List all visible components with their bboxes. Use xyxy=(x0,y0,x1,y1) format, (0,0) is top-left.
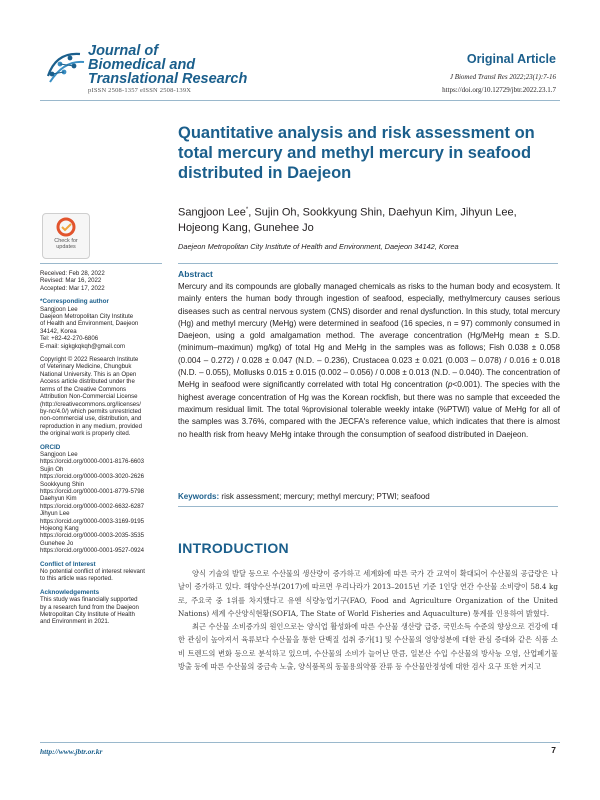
introduction-text xyxy=(178,567,558,673)
orcid-line[interactable]: https://orcid.org/0000-0001-8176-6603 xyxy=(40,458,145,466)
keywords-label: Keywords: xyxy=(178,492,220,501)
abstract-heading: Abstract xyxy=(178,269,213,279)
date-line: Revised: Mar 16, 2022 xyxy=(40,277,102,285)
copyright-line: Attribution Non-Commercial License xyxy=(40,393,138,401)
date-line: Received: Feb 28, 2022 xyxy=(40,270,105,277)
footer-url-link[interactable]: http://www.jbtr.or.kr xyxy=(40,747,103,756)
corresponding-line: Sangjoon Lee xyxy=(40,305,78,313)
sidebar-divider xyxy=(40,263,162,264)
journal-name-line: Biomedical and xyxy=(88,57,196,73)
copyright-line: Access article distributed under the xyxy=(40,378,135,386)
copyright-line: (http://creativecommons.org/licenses/ xyxy=(40,400,141,408)
corresponding-line: 34142, Korea xyxy=(40,327,77,335)
article-type: Original Article xyxy=(466,52,556,66)
keywords-divider xyxy=(178,506,558,507)
page-number: 7 xyxy=(551,745,556,755)
corresponding-heading: *Corresponding author xyxy=(40,298,109,306)
check-updates-label xyxy=(42,238,90,250)
check-updates-line: updates xyxy=(56,244,76,250)
corresponding-line: of Health and Environment, Daejeon xyxy=(40,320,139,328)
corresponding-mark: * xyxy=(245,207,249,213)
orcid-line[interactable]: https://orcid.org/0000-0002-6632-6287 xyxy=(40,502,145,510)
orcid-line[interactable]: https://orcid.org/0000-0003-3020-2626 xyxy=(40,473,145,481)
abstract-text-part: Mercury and its compounds are globally managed chemicals as risks to the human body and ecosystem. It mainly enters the human body through ingestion of seafood, especially, methylmercury causes serious diseases such as central nervous system (CNS) disorder and renal dysfunction. In this study, total mercury (Hg) and methyl mercury (MeHg) were determined in seafood (16 species, n = 97) commonly consumed in Daejeon, using a gold amalgamation method. The average concentration (Hg/MeHg mean ± S.D. (minimum–maximun) mg/kg) of total Hg and MeHg in the samples was as follows; Fish 0.038 ± 0.058 (0.004 – 0.272) / 0.028 ± 0.047 (N.D. – 0.236), Crustacea 0.023 ± 0.021 (0.003 – 0.078) / 0.016 ± 0.018 (N.D. – 0.055), Mollusks 0.015 ± 0.015 (0.002 – 0.056) / 0.008 ± 0.013 (N.D. – 0.040). The concentration of MeHg in seafood were significantly correlated with total Hg concentration ( xyxy=(178,282,560,390)
keywords-list: risk assessment; mercury; methyl mercury; PTWI; seafood xyxy=(221,492,430,501)
conflict-line: No potential conflict of interest relevant xyxy=(40,568,146,576)
conflict-heading: Conflict of Interest xyxy=(40,560,96,568)
check-updates-line: Check for xyxy=(54,238,78,244)
orcid-line[interactable]: https://orcid.org/0000-0001-9527-0924 xyxy=(40,547,145,555)
footer-divider xyxy=(40,742,560,743)
article-title: Quantitative analysis and risk assessment on total mercury and methyl mercury in seafood distributed in Daejeon xyxy=(178,124,535,182)
orcid-line: Sangjoon Lee xyxy=(40,450,78,458)
copyright-block xyxy=(40,356,168,437)
orcid-line: Sujin Oh xyxy=(40,465,64,473)
orcid-line[interactable]: https://orcid.org/0000-0003-2035-3535 xyxy=(40,532,145,540)
sidebar xyxy=(40,270,168,632)
citation: J Biomed Transl Res 2022;23(1):7-16 xyxy=(449,73,556,81)
doi-link[interactable]: https://doi.org/10.12729/jbtr.2022.23.1.7 xyxy=(442,86,556,94)
corresponding-line: Tel: +82-42-270-6806 xyxy=(40,335,99,343)
orcid-heading: ORCID xyxy=(40,443,61,451)
copyright-line: National University. This is an Open xyxy=(40,370,137,378)
corresponding-line: E-mail: sigkgkqkqh@gmail.com xyxy=(40,342,126,350)
copyright-line: the original work is properly cited. xyxy=(40,430,131,438)
copyright-line: terms of the Creative Commons xyxy=(40,385,127,393)
corresponding-block xyxy=(40,298,168,350)
journal-logo-icon xyxy=(42,46,88,88)
intro-paragraph: 최근 수산물 소비증가의 원인으로는 양식업 활성화에 따른 수산물 생산량 급증, 국민소득 수준의 향상으로 건강에 대한 관심이 높아져서 육류보다 수산물을 통한 단백질 섭취 증가[1] 및 수산물의 영양성분에 대한 관심 증대와 같은 식품 소비 트렌드의 변화 등으로 분석하고 있으며, 수산물의 소비가 늘어난 만큼, 일본산 수입 수산물의 방사능 오염, 산업폐기물 방출 등에 따른 수산물의 중금속 노출, 양식품목의 동물용의약품 잔류 등 수산물안정성에 대한 검사 요구 또한 커지고 xyxy=(178,622,558,672)
intro-paragraph: 양식 기술의 발달 등으로 수산물의 생산량이 증가하고 세계화에 따른 국가 간 교역이 확대되어 수산물의 공급량은 나날이 증가하고 있다. 해양수산부(2017)에 따르면 우리나라가 2013–2015년 기준 1인당 연간 수산물 소비량이 58.4 kg로, 주요국 중 1위를 차지했다고 유엔 식량농업기구(FAO, Food and Agriculture Organization of the United Nations) 세계 수산양식현황(SOFIA, The State of World Fisheries and Aquaculture) 통계를 인용하여 밝혔다. xyxy=(178,569,558,618)
abstract-top-divider xyxy=(178,263,558,264)
introduction-heading: INTRODUCTION xyxy=(178,540,289,556)
check-for-updates-button[interactable] xyxy=(42,213,90,259)
copyright-line: non-commercial use, distribution, and xyxy=(40,415,142,423)
conflict-line: to this article was reported. xyxy=(40,575,113,583)
journal-name-line: Journal of xyxy=(88,43,159,59)
date-line: Accepted: Mar 17, 2022 xyxy=(40,284,105,292)
orcid-line: Hojeong Kang xyxy=(40,525,79,532)
copyright-line: Copyright © 2022 Research Institute xyxy=(40,356,139,364)
copyright-line: reproduction in any medium, provided xyxy=(40,422,142,430)
author-list xyxy=(178,203,558,237)
acknowledgement-line: and Environment in 2021. xyxy=(40,618,110,626)
abstract-text-part: <0.001). The species with the highest average concentration of Hg was the Korean rockfish, but there was no sample that exceeded the maximum residual limit. The total %provisional tolerable weekly intake (%PTWI) value of MeHg for all of the samples was 3.76%, compared with the JECFA's reference value, which indicates that there is almost no health risk from heavy MeHg intake through the consumption of seafood distributed in Daejeon. xyxy=(178,380,560,439)
author-rest: , Sujin Oh, Sookkyung Shin, Daehyun Kim, Jihyun Lee, Hojeong Kang, Gunehee Jo xyxy=(178,206,517,235)
orcid-line: Daehyun Kim xyxy=(40,495,77,503)
acknowledgement-line: Metropolitan City Institute of Health xyxy=(40,611,135,619)
copyright-line: of Veterinary Medicine, Chungbuk xyxy=(40,363,132,371)
abstract-text xyxy=(178,281,560,441)
keywords xyxy=(178,492,560,501)
issn: pISSN 2508-1357 eISSN 2508-139X xyxy=(88,87,192,94)
affiliation: Daejeon Metropolitan City Institute of Health and Environment, Daejeon 34142, Korea xyxy=(178,242,459,251)
header-divider xyxy=(40,100,560,101)
orcid-line[interactable]: https://orcid.org/0000-0003-3169-9195 xyxy=(40,517,145,525)
orcid-line[interactable]: https://orcid.org/0000-0001-8779-5798 xyxy=(40,487,145,495)
conflict-block xyxy=(40,561,168,583)
dates-block xyxy=(40,270,168,292)
acknowledgement-line: by a research fund from the Daejeon xyxy=(40,603,139,611)
orcid-line: Sookkyung Shin xyxy=(40,480,85,488)
orcid-line: Gunehee Jo xyxy=(40,539,74,547)
journal-name xyxy=(88,44,318,86)
journal-name-line: Translational Research xyxy=(88,71,248,87)
check-updates-icon xyxy=(43,214,89,240)
orcid-line: Jihyun Lee xyxy=(40,510,70,518)
acknowledgements-heading: Acknowledgements xyxy=(40,588,100,596)
acknowledgement-line: This study was financially supported xyxy=(40,596,138,604)
acknowledgements-block xyxy=(40,589,168,626)
abstract-p-symbol: p xyxy=(448,380,453,390)
author-first: Sangjoon Lee xyxy=(178,206,246,219)
orcid-block xyxy=(40,444,168,555)
copyright-line: by-nc/4.0/) which permits unrestricted xyxy=(40,407,142,415)
corresponding-line: Daejeon Metropolitan City Institute xyxy=(40,313,134,321)
